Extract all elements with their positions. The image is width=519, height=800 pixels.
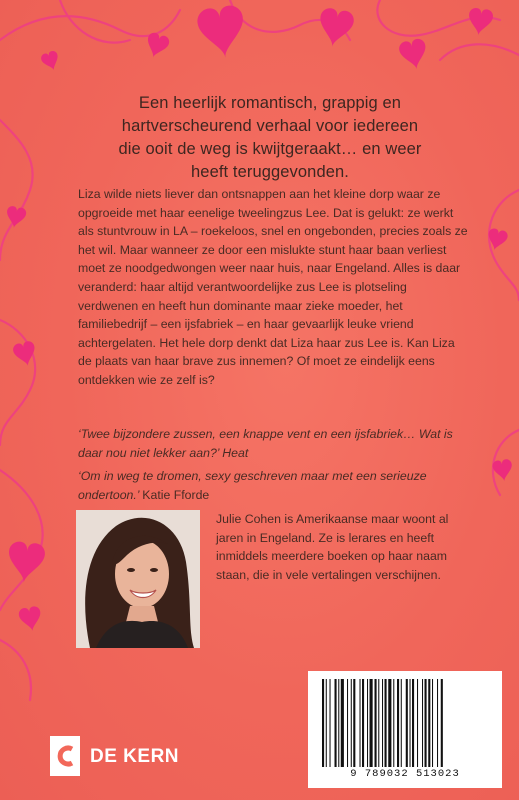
barcode-bar <box>417 679 418 767</box>
quote-source: Heat <box>222 445 249 460</box>
barcode-bar <box>441 679 443 767</box>
barcode-bar <box>353 679 355 767</box>
quote-source: Katie Fforde <box>142 487 210 502</box>
barcode-bar <box>378 679 379 767</box>
author-photo <box>76 510 200 648</box>
quote-text: ‘Twee bijzondere zussen, een knappe vent en een ijsfabriek… Wat is daar nou niet lekker aan?’ <box>78 427 453 460</box>
isbn-digits: 9 789032 513023 <box>350 768 460 780</box>
barcode-bar <box>422 679 423 767</box>
barcode-bar <box>412 679 414 767</box>
barcode-bar <box>322 679 324 767</box>
quote-text: ‘Om in weg te dromen, sexy geschreven maar met een serieuze ondertoon.’ <box>78 469 427 502</box>
isbn-barcode <box>308 671 502 788</box>
barcode-bar <box>360 679 361 767</box>
barcode-bar <box>375 679 377 767</box>
barcode-bar <box>330 679 331 767</box>
review-quote <box>78 425 470 462</box>
tagline-line: Een heerlijk romantisch, grappig en <box>138 94 402 112</box>
barcode-bar <box>410 679 411 767</box>
barcode-bars <box>318 679 492 767</box>
tagline-line: die ooit de weg is kwijtgeraakt… en weer <box>118 140 422 158</box>
barcode-bar <box>428 679 430 767</box>
barcode-bar <box>388 679 391 767</box>
tagline <box>70 92 470 184</box>
barcode-bar <box>347 679 348 767</box>
barcode-bar <box>370 679 373 767</box>
review-quote <box>78 467 470 504</box>
barcode-bar <box>437 679 438 767</box>
barcode-bar <box>382 679 383 767</box>
barcode-bar <box>425 679 427 767</box>
barcode-bar <box>335 679 337 767</box>
barcode-bar <box>362 679 364 767</box>
barcode-bar <box>393 679 394 767</box>
publisher-name: DE KERN <box>90 746 180 767</box>
barcode-bar <box>338 679 339 767</box>
tagline-line: hartverscheurend verhaal voor iedereen <box>121 117 419 135</box>
author-bio: Julie Cohen is Amerikaanse maar woont al jaren in Engeland. Ze is lerares en heeft inmiddels meerdere boeken op haar naam staan, die in vele vertalingen verschijnen. <box>216 512 449 582</box>
barcode-bar <box>367 679 368 767</box>
barcode-bar <box>432 679 433 767</box>
tagline-line: heeft teruggevonden. <box>191 163 349 181</box>
barcode-bar <box>341 679 344 767</box>
barcode-bar <box>401 679 402 767</box>
barcode-bar <box>406 679 408 767</box>
barcode-bar <box>385 679 387 767</box>
blurb-text: Liza wilde niets liever dan ontsnappen aan het kleine dorp waar ze opgroeide met haar eenelige tweelingzus Lee. Dat is gelukt: ze werkt als stuntvrouw in LA – roekeloos, snel en ongebonden, precies zoals ze het wil. Maar wanneer ze door een mislukte stunt haar baan verliest moet ze noodgedwongen weer naar huis, naar Engeland. Alles is daar veranderd: haar altijd verantwoordelijke zus Lee is plotseling verdwenen en heeft hun dominante maar zieke moeder, het familiebedrijf – een ijsfabriek – en haar gevaarlijk leuke vriend achtergelaten. Het hele dorp denkt dat Liza haar zus Lee is. Kan Liza de plaats van haar brave zus innemen? Of moet ze eindelijk eens ontdekken wie ze zelf is? <box>78 187 468 387</box>
barcode-bar <box>397 679 399 767</box>
barcode-bar <box>351 679 352 767</box>
barcode-bar <box>326 679 327 767</box>
de-kern-logo-icon <box>50 736 80 776</box>
